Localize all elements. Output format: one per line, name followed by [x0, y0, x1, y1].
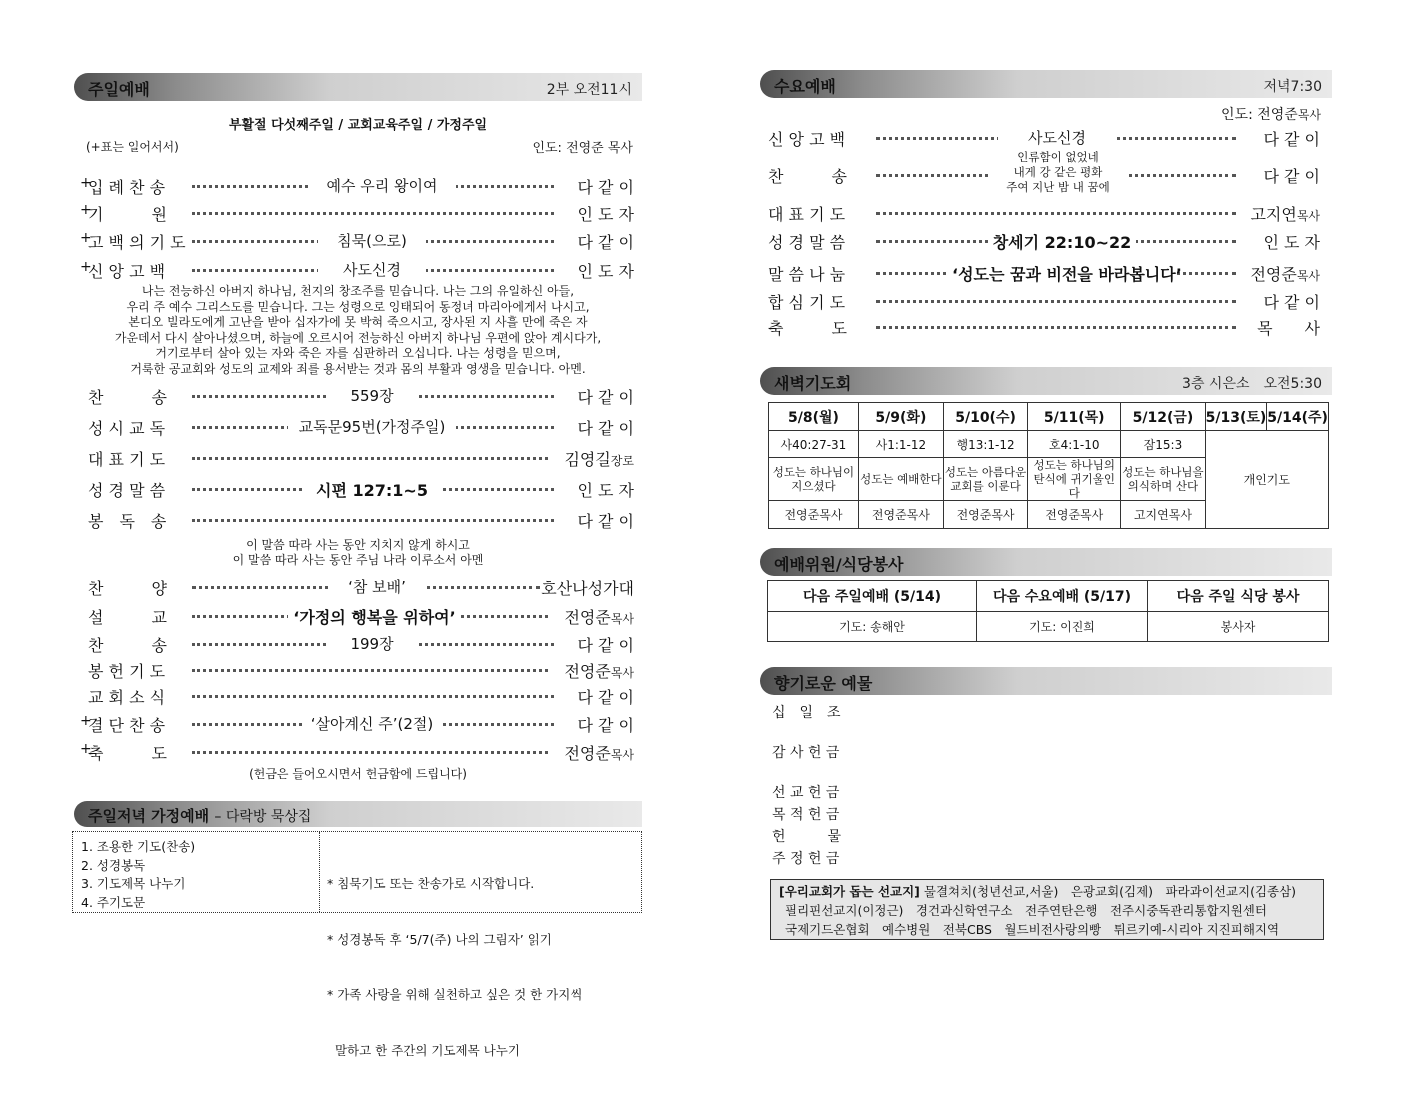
order-name: 말 씀 나 눔: [768, 265, 846, 284]
service-value: 봉사자: [1148, 612, 1329, 642]
sunday-order-2: [88, 385, 634, 535]
leader-name: 인도: 전영준: [1221, 107, 1298, 123]
order-person: 다 같 이: [577, 233, 634, 252]
family-note: 말하고 한 주간의 기도제목 나누기: [327, 1042, 520, 1058]
plus-mark: +: [80, 259, 92, 275]
person-role: 장로: [610, 454, 634, 468]
creed-line: 나는 전능하신 아버지 하나님, 천지의 창조주를 믿습니다. 나는 그의 유일하신 아들,: [141, 284, 575, 298]
order-content: 교독문95번(가정주일): [288, 416, 456, 437]
missions-title: [우리교회가 돕는 선교지]: [779, 884, 920, 899]
order-row: [768, 127, 1320, 151]
order-name: 대 표 기 도: [768, 205, 846, 224]
preacher-cell: 전영준목사: [858, 501, 943, 529]
offering-item: 선 교 헌 금: [772, 785, 840, 801]
order-row: [768, 316, 1320, 340]
wednesday-order: [768, 127, 1320, 339]
hymn-title: 주여 지난 밤 내 꿈에: [1006, 180, 1110, 194]
family-section-bar: [74, 801, 642, 827]
order-row: [88, 385, 634, 409]
wednesday-time: 저녁7:30: [1263, 79, 1322, 95]
family-step: 2. 성경봉독: [81, 857, 146, 873]
family-notes: [327, 838, 637, 1097]
preacher-cell: 전영준목사: [769, 501, 859, 529]
order-person: 인 도 자: [577, 262, 634, 281]
person-name: 전영준: [564, 608, 611, 627]
order-person: 인 도 자: [1263, 233, 1320, 252]
order-person: [564, 659, 634, 682]
verse-cell: 행13:1-12: [943, 431, 1027, 458]
family-title-text: 주일저녁 가정예배: [88, 807, 210, 825]
sunday-leader: 인도: 전영준 목사: [532, 141, 633, 156]
order-row: [80, 741, 634, 765]
offering-item: 감 사 헌 금: [772, 745, 840, 761]
order-row: [768, 290, 1320, 314]
dot-leader: [876, 212, 1236, 215]
preacher-cell: 전영준목사: [1028, 501, 1121, 529]
order-row: [80, 713, 634, 737]
plus-mark: +: [80, 175, 92, 191]
person-name: 김영길: [564, 450, 611, 469]
order-person: 다 같 이: [577, 688, 634, 707]
family-note: * 침묵기도 또는 찬송가로 시작합니다.: [327, 876, 535, 891]
sunday-subtitle: 부활절 다섯째주일 / 교회교육주일 / 가정주일: [228, 118, 488, 133]
person-name: 전영준: [564, 744, 611, 763]
order-row: [88, 685, 634, 709]
person-role: 목사: [1296, 209, 1320, 223]
service-value: 기도: 송해안: [768, 612, 977, 642]
order-name: 입 례 찬 송: [88, 178, 166, 197]
order-name: 신 앙 고 백: [88, 262, 166, 281]
order-person: 다 같 이: [1263, 167, 1320, 186]
wednesday-leader: [1221, 104, 1321, 124]
topic-cell: 성도는 하나님이 지으셨다: [769, 458, 859, 501]
dawn-place-time: 3층 시은소 오전5:30: [1182, 376, 1322, 392]
verse-cell: 잠15:3: [1121, 431, 1205, 458]
plus-mark: +: [80, 230, 92, 246]
person-role: 목사: [610, 748, 634, 762]
topic-cell: 성도는 아름다운 교회를 이룬다: [943, 458, 1027, 501]
order-row: [88, 509, 634, 533]
prayer-line: 이 말씀 따라 사는 동안 주님 나라 이루소서 아멘: [232, 553, 484, 567]
order-name: 신 앙 고 백: [768, 130, 846, 149]
plus-mark: +: [80, 713, 92, 729]
apostles-creed: [74, 284, 642, 377]
order-content: ‘살아계신 주’(2절): [303, 713, 441, 734]
family-box: [72, 831, 642, 1058]
order-name: 교 회 소 식: [88, 688, 166, 707]
creed-line: 우리 주 예수 그리스도를 믿습니다. 그는 성령으로 잉태되어 동정녀 마리아에게서 나시고,: [126, 299, 590, 314]
table-header-row: [768, 581, 1329, 612]
hymn-title: 인류함이 없었네: [1017, 150, 1099, 164]
day-header: 5/13(토): [1205, 403, 1267, 431]
dawn-schedule-table: [768, 402, 1329, 529]
order-row: [80, 230, 634, 254]
order-person: [1250, 202, 1320, 225]
order-row: [88, 447, 634, 471]
offering-item: 주 정 헌 금: [772, 851, 840, 867]
order-name: 합 심 기 도: [768, 293, 846, 312]
order-name: 고 백 의 기 도: [88, 233, 186, 252]
service-header: 다음 주일예배 (5/14): [768, 581, 977, 612]
wednesday-title: 수요예배: [774, 77, 836, 96]
order-name: 찬 송: [88, 388, 167, 407]
weekend-cell: 개인기도: [1205, 431, 1328, 529]
order-row: [88, 659, 634, 683]
hymn-list: [988, 150, 1128, 195]
family-note: * 가족 사랑을 위해 실천하고 싶은 것 한 가지씩: [327, 987, 583, 1002]
verse-cell: 사40:27-31: [769, 431, 859, 458]
order-row: [80, 259, 634, 283]
day-header: 5/10(수): [943, 403, 1027, 431]
order-name: 축 도: [88, 744, 167, 763]
order-name: 결 단 찬 송: [88, 716, 166, 735]
preacher-cell: 전영준목사: [943, 501, 1027, 529]
family-steps: [81, 838, 313, 912]
order-row: [88, 576, 634, 600]
order-content: 창세기 22:10~22: [988, 230, 1136, 253]
order-name: 찬 송: [768, 167, 847, 186]
family-step: 4. 주기도문: [81, 894, 146, 910]
order-name: 찬 양: [88, 579, 167, 598]
topic-cell: 성도는 하나님을 의식하며 산다: [1121, 458, 1205, 501]
order-name: 봉 독 송: [88, 512, 167, 531]
order-row: [88, 605, 634, 629]
order-content: 예수 우리 왕이여: [308, 175, 456, 196]
verse-cell: 사1:1-12: [858, 431, 943, 458]
dawn-section-bar: [760, 367, 1332, 395]
order-person: 다 같 이: [1263, 293, 1320, 312]
verse-cell: 호4:1-10: [1028, 431, 1121, 458]
day-header: 5/11(목): [1028, 403, 1121, 431]
order-row: [80, 202, 634, 226]
service-title: 예배위원/식당봉사: [774, 555, 904, 574]
order-row: [88, 478, 634, 502]
missions-box: [770, 879, 1324, 940]
order-content: 사도신경: [998, 127, 1116, 148]
order-content: 침묵(으로): [318, 230, 426, 251]
stand-note: (+표는 일어서서): [86, 140, 179, 154]
dot-leader: [192, 457, 548, 460]
order-person: 다 같 이: [577, 419, 634, 438]
family-subtitle: – 다락방 묵상집: [214, 809, 312, 825]
prayer-line: 이 말씀 따라 사는 동안 지치지 않게 하시고: [246, 538, 470, 552]
preacher-cell: 고지연목사: [1121, 501, 1205, 529]
order-name: 봉 헌 기 도: [88, 662, 166, 681]
dot-leader: [876, 300, 1236, 303]
topic-cell: 성도는 예배한다: [858, 458, 943, 501]
missions-text: 물결쳐치(청년선교,서울) 은광교회(김제) 파라과이선교지(김종삼): [923, 884, 1297, 899]
missions-line-2: 필리핀선교지(이정근) 경건과신학연구소 전주연탄은행 전주시중독관리통합지원센터: [785, 903, 1267, 918]
offering-note: (헌금은 들어오시면서 헌금함에 드립니다): [249, 767, 467, 781]
person-role: 목사: [610, 612, 634, 626]
order-person: 다 같 이: [577, 716, 634, 735]
person-role: 목사: [610, 666, 634, 680]
person-role: 목사: [1296, 269, 1320, 283]
hymn-title: 내게 강 같은 평화: [1013, 165, 1103, 179]
person-name: 고지연: [1250, 205, 1297, 224]
sunday-section-bar: [74, 73, 642, 101]
order-name: 성 경 말 씀: [768, 233, 846, 252]
family-title: [88, 805, 311, 826]
order-name: 대 표 기 도: [88, 450, 166, 469]
order-person: 목 사: [1257, 319, 1320, 338]
service-header: 다음 수요예배 (5/17): [977, 581, 1148, 612]
day-header: 5/9(화): [858, 403, 943, 431]
topic-cell: 성도는 하나님의 탄식에 귀기울인다: [1028, 458, 1121, 501]
offering-section-bar: [760, 667, 1332, 695]
order-row: [768, 150, 1320, 194]
dot-leader: [192, 212, 554, 215]
day-header: 5/14(주): [1267, 403, 1329, 431]
order-name: 설 교: [88, 608, 167, 627]
order-person: 다 같 이: [577, 636, 634, 655]
person-name: 전영준: [1250, 265, 1297, 284]
person-name: 전영준: [564, 662, 611, 681]
table-row: [769, 431, 1329, 458]
offering-item: 목 적 헌 금: [772, 807, 840, 823]
offering-item: 헌 물: [772, 829, 842, 845]
service-section-bar: [760, 548, 1332, 576]
missions-line-1: [779, 882, 1323, 901]
table-header-row: [769, 403, 1329, 431]
dot-leader: [192, 695, 554, 698]
order-name: 찬 송: [88, 636, 167, 655]
sunday-title: 주일예배: [88, 80, 150, 99]
day-header: 5/8(월): [769, 403, 859, 431]
dot-leader: [192, 669, 548, 672]
order-row: [768, 230, 1320, 254]
order-content: 199장: [328, 633, 416, 654]
order-name: 기 원: [88, 205, 167, 224]
missions-line-3: 국제기드온협회 예수병원 전북CBS 월드비전사랑의빵 튀르키예-시리아 지진피해지역: [785, 922, 1280, 937]
order-content: 사도신경: [318, 259, 426, 280]
dot-leader: [192, 519, 554, 522]
sunday-time: 2부 오전11시: [546, 82, 632, 98]
creed-line: 본디오 빌라도에게 고난을 받아 십자가에 못 박혀 죽으시고, 장사된 지 사흘 만에 죽은 자: [128, 315, 588, 329]
order-content: 시편 127:1~5: [303, 478, 441, 501]
order-name: 축 도: [768, 319, 847, 338]
order-person: [564, 447, 634, 470]
order-row: [768, 262, 1320, 286]
family-step: 1. 조용한 기도(찬송): [81, 839, 196, 854]
order-content: ‘참 보배’: [328, 576, 426, 597]
dedication-prayer: [74, 538, 642, 568]
service-value: 기도: 이진희: [977, 612, 1148, 642]
leader-role: 목사: [1297, 108, 1321, 122]
offering-title: 향기로운 예물: [774, 674, 873, 693]
family-step: 3. 기도제목 나누기: [81, 876, 186, 891]
order-row: [768, 202, 1320, 226]
service-header: 다음 주일 식당 봉사: [1148, 581, 1329, 612]
wednesday-section-bar: [760, 70, 1332, 98]
order-row: [80, 175, 634, 199]
order-person: [564, 741, 634, 764]
order-content: 559장: [328, 385, 416, 406]
order-person: 다 같 이: [577, 512, 634, 531]
creed-line: 거룩한 공교회와 성도의 교제와 죄를 용서받는 것과 몸의 부활과 영생을 믿습니다. 아멘.: [130, 361, 586, 376]
order-person: [564, 605, 634, 628]
sunday-order-3: [80, 576, 634, 766]
order-person: 다 같 이: [1263, 130, 1320, 149]
order-person: 인 도 자: [577, 481, 634, 500]
offering-item: 십 일 조: [772, 705, 841, 721]
order-content: ‘가정의 행복을 위하여’: [288, 605, 461, 628]
plus-mark: +: [80, 202, 92, 218]
service-table: [767, 580, 1329, 642]
order-person: 다 같 이: [577, 178, 634, 197]
order-row: [88, 416, 634, 440]
order-person: 호산나성가대: [541, 579, 634, 598]
family-divider: [319, 832, 320, 912]
order-person: 다 같 이: [577, 388, 634, 407]
dawn-title: 새벽기도회: [774, 374, 852, 393]
creed-line: 거기로부터 살아 있는 자와 죽은 자를 심판하러 오십니다. 나는 성령을 믿으며,: [155, 346, 561, 360]
order-row: [88, 633, 634, 657]
order-content: ‘성도는 꿈과 비전을 바라봅니다’: [948, 262, 1176, 285]
creed-line: 가운데서 다시 살아나셨으며, 하늘에 오르시어 전능하신 아버지 하나님 우편에 앉아 계시다가,: [114, 330, 602, 345]
order-person: [1250, 262, 1320, 285]
sunday-order-1: [80, 175, 634, 285]
plus-mark: +: [80, 741, 92, 757]
dot-leader: [192, 751, 548, 754]
order-person: 인 도 자: [577, 205, 634, 224]
family-note: * 성경봉독 후 ‘5/7(주) 나의 그림자’ 읽기: [327, 931, 552, 947]
dot-leader: [876, 326, 1236, 329]
day-header: 5/12(금): [1121, 403, 1205, 431]
table-row: [768, 612, 1329, 642]
order-name: 성 경 말 씀: [88, 481, 166, 500]
order-name: 성 시 교 독: [88, 419, 166, 438]
